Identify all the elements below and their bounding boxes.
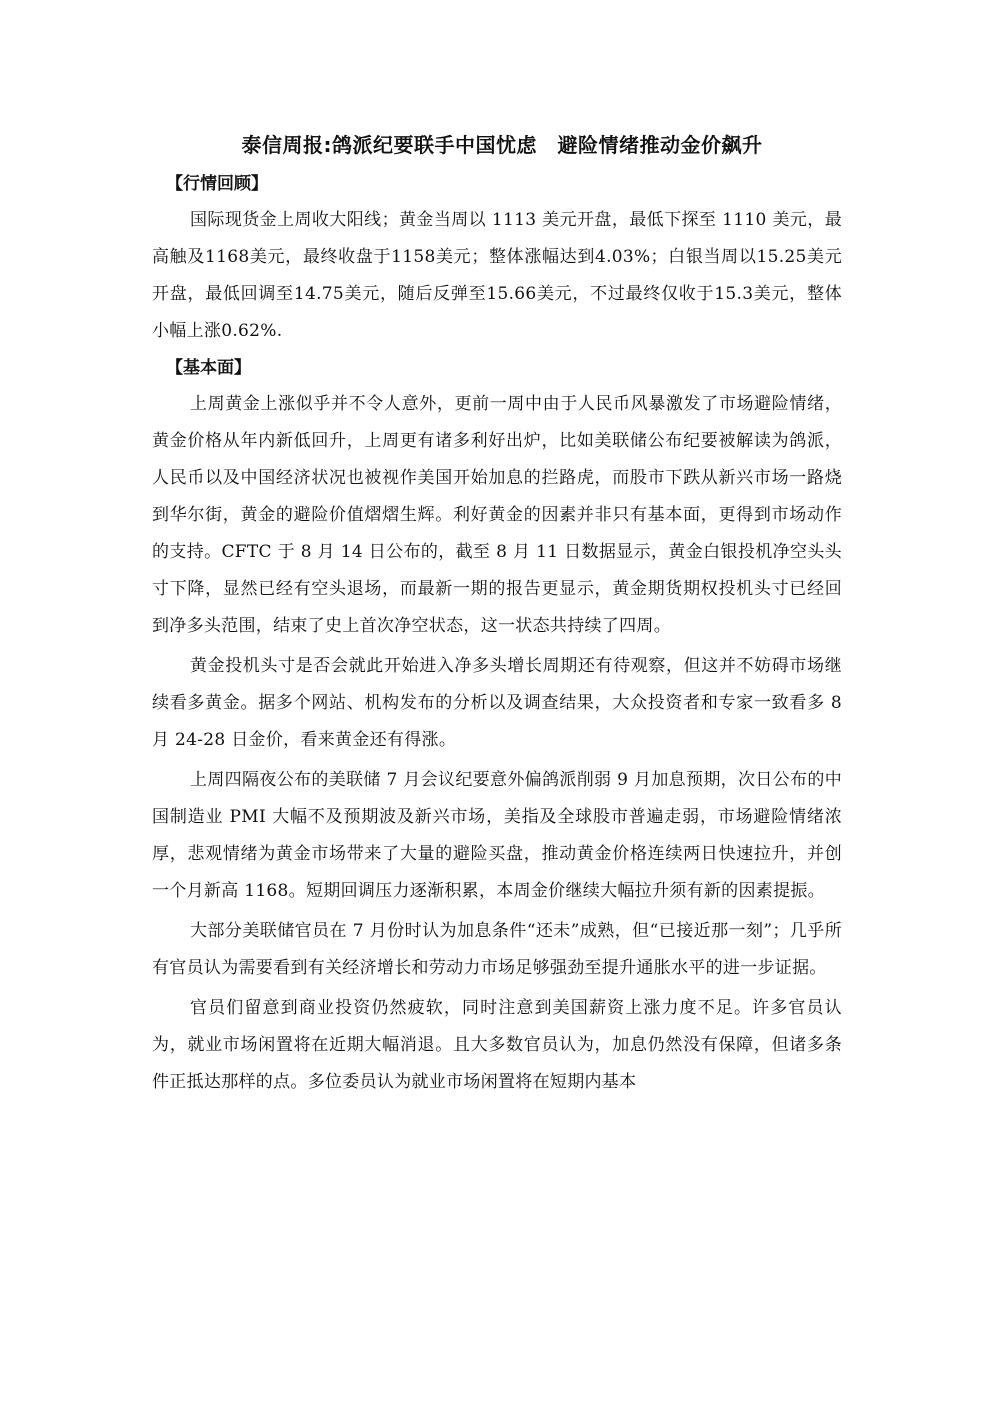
section-heading-fundamentals: 【基本面】 xyxy=(166,358,251,378)
paragraph-market-review: 国际现货金上周收大阳线；黄金当周以 1113 美元开盘，最低下探至 1110 美元，最高触及1168美元，最终收盘于1158美元；整体涨幅达到4.03%；白银当周以15.25美元开盘，最低回调至14.75美元，随后反弹至15.66美元，不过最终仅收于15.3美元，整体小幅上涨0.62%. xyxy=(152,210,842,341)
paragraph-fundamentals-5: 官员们留意到商业投资仍然疲软，同时注意到美国薪资上涨力度不足。许多官员认为，就业市场闲置将在近期大幅消退。且大多数官员认为，加息仍然没有保障，但诸多条件正抵达那样的点。多位委员认为就业市场闲置将在短期内基本 xyxy=(152,998,842,1092)
document-title: 泰信周报:鸽派纪要联手中国忧虑 避险情绪推动金价飙升 xyxy=(241,133,763,157)
paragraph-fundamentals-1: 上周黄金上涨似乎并不令人意外，更前一周中由于人民币风暴激发了市场避险情绪，黄金价格从年内新低回升，上周更有诸多利好出炉，比如美联储公布纪要被解读为鸽派，人民币以及中国经济状况也被视作美国开始加息的拦路虎，而股市下跌从新兴市场一路烧到华尔街，黄金的避险价值熠熠生辉。利好黄金的因素并非只有基本面，更得到市场动作的支持。CFTC 于 8 月 14 日公布的，截至 8 月 11 日数据显示，黄金白银投机净空头头寸下降，显然已经有空头退场，而最新一期的报告更显示，黄金期货期权投机头寸已经回到净多头范围，结束了史上首次净空状态，这一状态共持续了四周。 xyxy=(152,394,842,636)
paragraph-fundamentals-4: 大部分美联储官员在 7 月份时认为加息条件“还未”成熟，但“已接近那一刻”；几乎所有官员认为需要看到有关经济增长和劳动力市场足够强劲至提升通胀水平的进一步证据。 xyxy=(152,921,842,978)
document-page xyxy=(152,128,842,1101)
section-heading-market-review: 【行情回顾】 xyxy=(166,174,268,194)
paragraph-fundamentals-3: 上周四隔夜公布的美联储 7 月会议纪要意外偏鸽派削弱 9 月加息预期，次日公布的中国制造业 PMI 大幅不及预期波及新兴市场，美指及全球股市普遍走弱，市场避险情绪浓厚，悲观情绪为黄金市场带来了大量的避险买盘，推动黄金价格连续两日快速拉升，并创一个月新高 1168。短期回调压力逐渐积累，本周金价继续大幅拉升须有新的因素提振。 xyxy=(152,770,842,901)
paragraph-fundamentals-2: 黄金投机头寸是否会就此开始进入净多头增长周期还有待观察，但这并不妨碍市场继续看多黄金。据多个网站、机构发布的分析以及调查结果，大众投资者和专家一致看多 8 月 24-28 日金价，看来黄金还有得涨。 xyxy=(152,656,842,750)
